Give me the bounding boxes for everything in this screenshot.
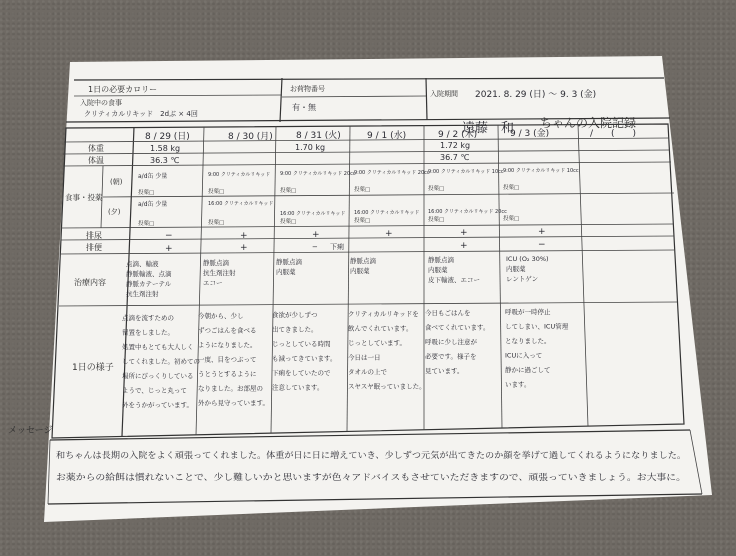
treatment-cell-3: 静脈点滴内服薬 [276, 258, 302, 276]
date-col-2: 8 / 30 (月) [228, 132, 273, 142]
period-label: 入院期間 [430, 90, 458, 98]
morning-label: (朝) [110, 178, 123, 186]
message-line-2: お薬からの給餌は慣れないことで、少し難しいかと思いますが色々アドバイスもさせていただきますので、頑張っていきましょう。お大事に。 [56, 473, 606, 483]
med-evening-4: 投薬□ [354, 218, 371, 224]
date-col-5: 9 / 2 (木) [438, 130, 478, 140]
treatment-cell-6: ICU (O₂ 30%)内服薬レントゲン [506, 255, 549, 283]
temp-label: 体温 [88, 156, 104, 165]
weight-label: 体重 [88, 144, 104, 153]
treatment-cell-5: 静脈点滴内服薬皮下輸液、エコー [428, 256, 480, 284]
urine-label: 排尿 [86, 231, 102, 240]
stool-1: + [165, 244, 173, 254]
med-morning-4: 投薬□ [354, 187, 371, 193]
daily-calorie-label: 1日の必要カロリー [88, 85, 158, 94]
med-evening-6: 投薬□ [503, 216, 520, 222]
med-morning-3: 投薬□ [280, 188, 297, 194]
meal-label: 食事・投薬 [65, 193, 103, 202]
med-evening-3: 投薬□ [280, 219, 297, 225]
temp-value-5: 36.7 ℃ [440, 153, 470, 162]
date-col-7: / ( ) [590, 129, 637, 139]
belongings-value: 有・無 [292, 103, 316, 112]
evening-meal-5: 16:00 クリティカルリキッド 20cc [428, 209, 507, 215]
urine-1: − [165, 231, 173, 241]
stool-5: + [460, 241, 468, 251]
evening-meal-4: 16:00 クリティカルリキッド [354, 210, 420, 216]
stool-3: − [312, 243, 318, 251]
morning-meal-1: a/d缶 少量 [138, 173, 168, 180]
med-morning-2: 投薬□ [208, 189, 225, 195]
record-title: ちゃんの入院記録 [540, 116, 637, 130]
evening-label: (夕) [108, 208, 121, 216]
urine-6: + [538, 227, 546, 237]
treatment-label: 治療内容 [74, 278, 106, 287]
date-col-1: 8 / 29 (日) [145, 132, 190, 142]
med-morning-6: 投薬□ [503, 185, 520, 191]
stool-2: + [240, 243, 248, 253]
current-meal-label: 入院中の食事 [80, 99, 122, 107]
med-evening-2: 投薬□ [208, 220, 225, 226]
temp-value-1: 36.3 ℃ [150, 156, 180, 165]
stool-6: − [538, 240, 546, 250]
evening-meal-3: 16:00 クリティカルリキッド [280, 211, 346, 217]
daily-note-cell-1: 点滴を流すための留置をしました。処置中もとても大人しくしてくれました。初めての場所にびっくりしているようで、じっと丸って外をうかがっています。 [122, 314, 200, 409]
med-morning-1: 投薬□ [138, 190, 155, 196]
belongings-label: お荷物番号 [290, 85, 325, 93]
daily-note-cell-5: 今日もごはんを食べてくれています。呼吸に少し注意が必要です。様子を見ています。 [425, 309, 490, 375]
med-evening-1: 投薬□ [138, 221, 155, 227]
daily-note-cell-2: 今朝から、少しずつごはんを食べるようになりました。一度、目をつぶってうとうとするようになりました。お部屋の外から見守っています。 [198, 312, 269, 407]
weight-value-3: 1.70 kg [295, 143, 326, 152]
evening-meal-1: a/d缶 少量 [138, 201, 168, 208]
treatment-cell-4: 静脈点滴内服薬 [350, 257, 376, 275]
urine-3: + [312, 230, 320, 240]
date-col-3: 8 / 31 (火) [296, 131, 341, 141]
owner-name: 遠藤 和 [462, 121, 515, 136]
date-col-6: 9 / 3 (金) [510, 129, 550, 139]
period-value: 2021. 8. 29 (日) 〜 9. 3 (金) [475, 90, 597, 100]
daily-note-cell-3: 食欲が少しずつ出てきました。じっとしている時間も減ってきています。下痢をしていたので注意しています。 [272, 311, 337, 392]
weight-value-1: 1.58 kg [150, 144, 181, 153]
urine-2: + [240, 231, 248, 241]
evening-meal-2: 16:00 クリティカルリキッド [208, 201, 274, 207]
morning-meal-5: 9:00 クリティカルリキッド 10cc [428, 169, 504, 175]
treatment-cell-2: 静脈点滴抗生剤注射エコー [203, 259, 236, 287]
morning-meal-6: 9:00 クリティカルリキッド 10cc [503, 168, 579, 174]
urine-5: + [460, 228, 468, 238]
med-evening-5: 投薬□ [428, 217, 445, 223]
message-line-1: 和ちゃんは長期の入院をよく頑張ってくれました。体重が日に日に増えていき、少しずつ元気が出てきたのか顔を挙げて過してくれるようになりました。 [56, 451, 649, 461]
med-morning-5: 投薬□ [428, 186, 445, 192]
weight-value-5: 1.72 kg [440, 141, 471, 150]
daily-label: 1日の様子 [72, 363, 114, 373]
daily-note-cell-6: 呼吸が一時停止してしまい、ICU管理となりました。 ICUに入って静かに過ごしています。 [505, 308, 569, 389]
daily-note-cell-4: クリティカルリキッドを飲んでくれています。じっとしています。今日は一日タオルの上でスヤスヤ眠っていました。 [348, 310, 426, 391]
message-label: メッセージ [8, 426, 53, 436]
treatment-cell-1: 点滴、輸液静脈輸液、点滴静脈カテーテル抗生剤注射 [126, 260, 172, 298]
morning-meal-2: 9:00 クリティカルリキッド [208, 172, 271, 178]
urine-4: + [385, 229, 393, 239]
morning-meal-3: 9:00 クリティカルリキッド 20cc [280, 171, 356, 177]
current-meal-value: クリティカルリキッド 2dぶ × 4回 [84, 110, 198, 118]
morning-meal-4: 9:00 クリティカルリキッド 20cc [354, 170, 430, 176]
stool-label: 排便 [86, 243, 102, 252]
date-col-4: 9 / 1 (水) [367, 131, 407, 141]
stool-4: 下痢 [330, 243, 344, 251]
